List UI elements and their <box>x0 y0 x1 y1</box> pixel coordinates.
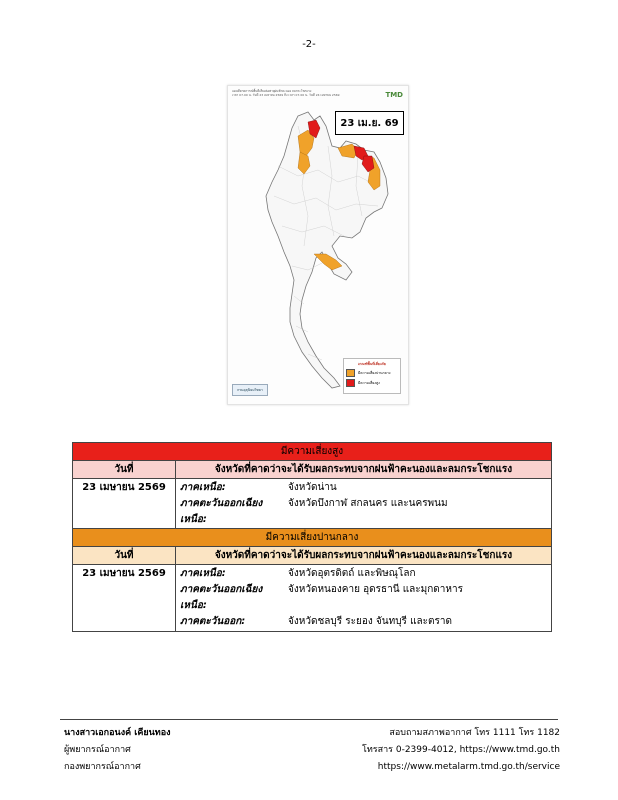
province-list: จังหวัดบึงกาฬ สกลนคร และนครพนม <box>288 498 448 509</box>
region-name: ภาคตะวันออก: <box>180 616 246 627</box>
map-header-line-2: เวลา 07.00 น. วันที่ 23 เมษายน 2569 ถึง เวลา 07.00 น. วันที่ 24 เมษายน 2569 <box>232 93 340 98</box>
table-row <box>73 479 552 530</box>
region-line <box>180 614 547 630</box>
country-outline <box>266 112 388 388</box>
provinces-cell <box>176 479 552 530</box>
legend-title: เกณฑ์พื้นที่เสี่ยงภัย <box>358 362 386 366</box>
moderate-risk-title: มีความเสี่ยงปานกลาง <box>73 529 552 547</box>
high-swatch <box>346 379 355 387</box>
region-name: ภาคตะวันออกเฉียงเหนือ: <box>180 584 263 611</box>
map-badge: กรมอุตุนิยมวิทยา <box>232 384 268 396</box>
region-name: ภาคเหนือ: <box>180 482 226 493</box>
region-line <box>180 496 547 528</box>
contact-service-link[interactable]: https://www.metalarm.tmd.go.th/service <box>377 762 560 772</box>
high-risk-table <box>72 442 552 530</box>
region-line <box>180 566 547 582</box>
map-header <box>232 89 370 97</box>
tmd-logo: TMD <box>385 91 403 99</box>
province-list: จังหวัดน่าน <box>288 482 337 493</box>
legend-item-high <box>346 379 398 387</box>
region-name: ภาคตะวันออกเฉียงเหนือ: <box>180 498 263 525</box>
region-line <box>180 582 547 614</box>
moderate-risk-table <box>72 528 552 632</box>
column-date-header: วันที่ <box>73 461 176 479</box>
province-list: จังหวัดหนองคาย อุดรธานี และมุกดาหาร <box>288 584 463 595</box>
high-risk-title: มีความเสี่ยงสูง <box>73 443 552 461</box>
footer-contact <box>362 725 560 776</box>
region-line <box>180 480 547 496</box>
row-date: 23 เมษายน 2569 <box>73 565 176 632</box>
map-date-label: 23 เม.ย. 69 <box>335 111 404 135</box>
risk-map <box>227 85 409 405</box>
column-date-header: วันที่ <box>73 547 176 565</box>
legend-item-moderate <box>346 369 398 377</box>
legend-label-moderate: มีความเสี่ยงปานกลาง <box>358 371 391 375</box>
contact-phone: สอบถามสภาพอากาศ โทร 1111 โทร 1182 <box>389 728 560 738</box>
forecaster-name: นางสาวเอกอนงค์ เคียนทอง <box>64 728 171 738</box>
column-provinces-header: จังหวัดที่คาดว่าจะได้รับผลกระทบจากฝนฟ้าคะนองและลมกระโชกแรง <box>176 547 552 565</box>
map-header-line-1: แผนที่คาดการณ์พื้นที่เสี่ยงต่อพายุฝนฟ้าคะนอง ลมกระโชกแรง <box>232 89 312 93</box>
footer-divider <box>60 719 558 720</box>
map-legend <box>343 358 401 394</box>
column-provinces-header: จังหวัดที่คาดว่าจะได้รับผลกระทบจากฝนฟ้าคะนองและลมกระโชกแรง <box>176 461 552 479</box>
page-number: -2- <box>302 39 316 50</box>
provinces-cell <box>176 565 552 632</box>
moderate-swatch <box>346 369 355 377</box>
high-risk-header-row <box>73 461 552 479</box>
forecaster-division: กองพยากรณ์อากาศ <box>64 762 141 772</box>
province-list: จังหวัดอุตรดิตถ์ และพิษณุโลก <box>288 568 416 579</box>
moderate-risk-header-row <box>73 547 552 565</box>
legend-label-high: มีความเสี่ยงสูง <box>358 381 380 385</box>
forecaster-title: ผู้พยากรณ์อากาศ <box>64 745 131 755</box>
footer-signature <box>64 725 171 776</box>
region-name: ภาคเหนือ: <box>180 568 226 579</box>
row-date: 23 เมษายน 2569 <box>73 479 176 530</box>
province-list: จังหวัดชลบุรี ระยอง จันทบุรี และตราด <box>288 616 453 627</box>
contact-fax-web[interactable]: โทรสาร 0-2399-4012, https://www.tmd.go.th <box>362 745 560 755</box>
table-row <box>73 565 552 632</box>
